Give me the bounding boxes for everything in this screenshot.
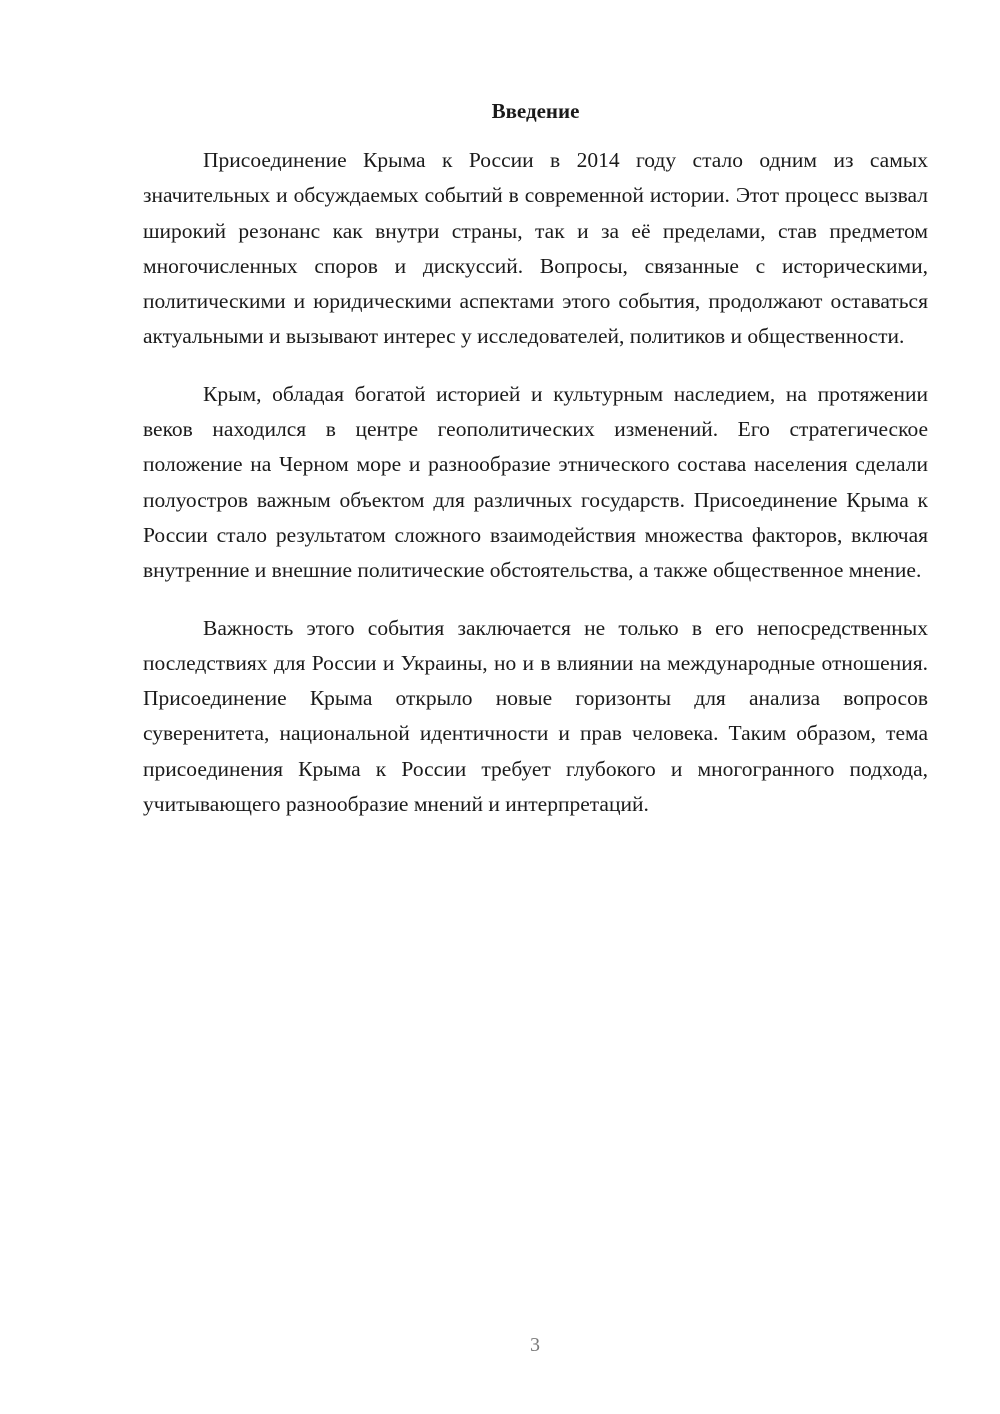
section-heading: Введение	[491, 99, 580, 123]
page-number: 3	[530, 1334, 540, 1356]
paragraph-2: Крым, обладая богатой историей и культурным наследием, на протяжении веков находился в центре геополитических изменений. Его стратегическое положение на Черном море и разнообразие этнического состава населения сделали полуостров важным объектом для различных государств. Присоединение Крыма к России стало результатом сложного взаимодействия множества факторов, включая внутренние и внешние политические обстоятельства, а также общественное мнение.	[143, 381, 928, 583]
paragraph-3: Важность этого события заключается не только в его непосредственных последствиях для России и Украины, но и в влиянии на международные отношения. Присоединение Крыма открыло новые горизонты для анализа вопросов суверенитета, национальной идентичности и прав человека. Таким образом, тема присоединения Крыма к России требует глубокого и многогранного подхода, учитывающего разнообразие мнений и интерпретаций.	[143, 615, 928, 817]
paragraph-1: Присоединение Крыма к России в 2014 году стало одним из самых значительных и обсуждаемых событий в современной истории. Этот процесс вызвал широкий резонанс как внутри страны, так и за её пределами, став предметом многочисленных споров и дискуссий. Вопросы, связанные с историческими, политическими и юридическими аспектами этого события, продолжают оставаться актуальными и вызывают интерес у исследователей, политиков и общественности.	[143, 148, 928, 349]
body-text	[143, 143, 928, 844]
